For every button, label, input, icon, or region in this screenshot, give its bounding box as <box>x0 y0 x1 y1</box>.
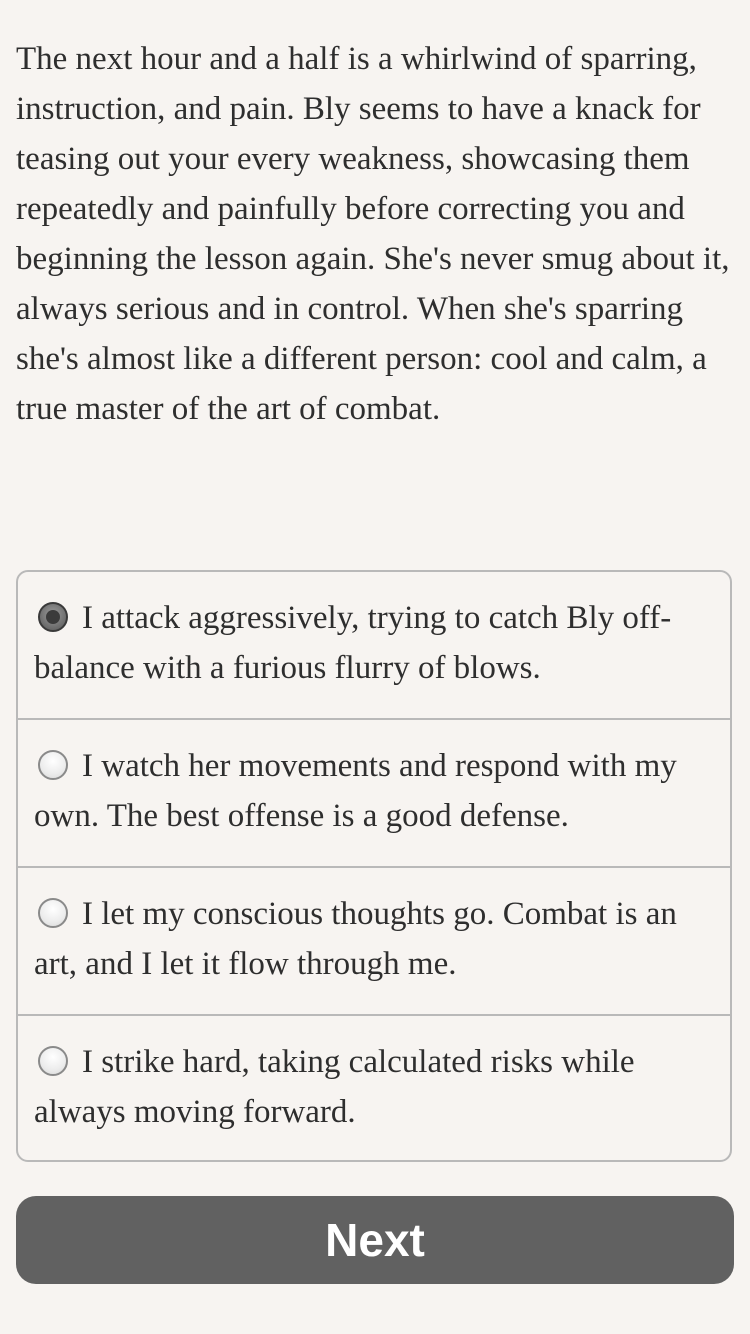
choice-list <box>16 570 732 1162</box>
radio-checked-icon[interactable] <box>38 602 68 632</box>
choice-option-4[interactable] <box>18 1016 730 1162</box>
choice-label: I attack aggressively, trying to catch Bly off-balance with a furious flurry of blows. <box>34 600 672 686</box>
next-button[interactable]: Next <box>16 1196 734 1284</box>
choice-label: I watch her movements and respond with my own. The best offense is a good defense. <box>34 748 677 834</box>
radio-unchecked-icon[interactable] <box>38 1046 68 1076</box>
story-text: The next hour and a half is a whirlwind of sparring, instruction, and pain. Bly seems to have a knack for teasing out your every weakness, showcasing them repeatedly and painfully before correcting you and beginning the lesson again. She's never smug about it, always serious and in control. When she's sparring she's almost like a different person: cool and calm, a true master of the art of combat. <box>16 41 730 427</box>
choice-label: I strike hard, taking calculated risks while always moving forward. <box>34 1044 635 1130</box>
choice-option-3[interactable] <box>18 868 730 1016</box>
choice-option-1[interactable] <box>18 572 730 720</box>
radio-unchecked-icon[interactable] <box>38 898 68 928</box>
choice-option-2[interactable] <box>18 720 730 868</box>
radio-unchecked-icon[interactable] <box>38 750 68 780</box>
choice-label: I let my conscious thoughts go. Combat is an art, and I let it flow through me. <box>34 896 677 982</box>
